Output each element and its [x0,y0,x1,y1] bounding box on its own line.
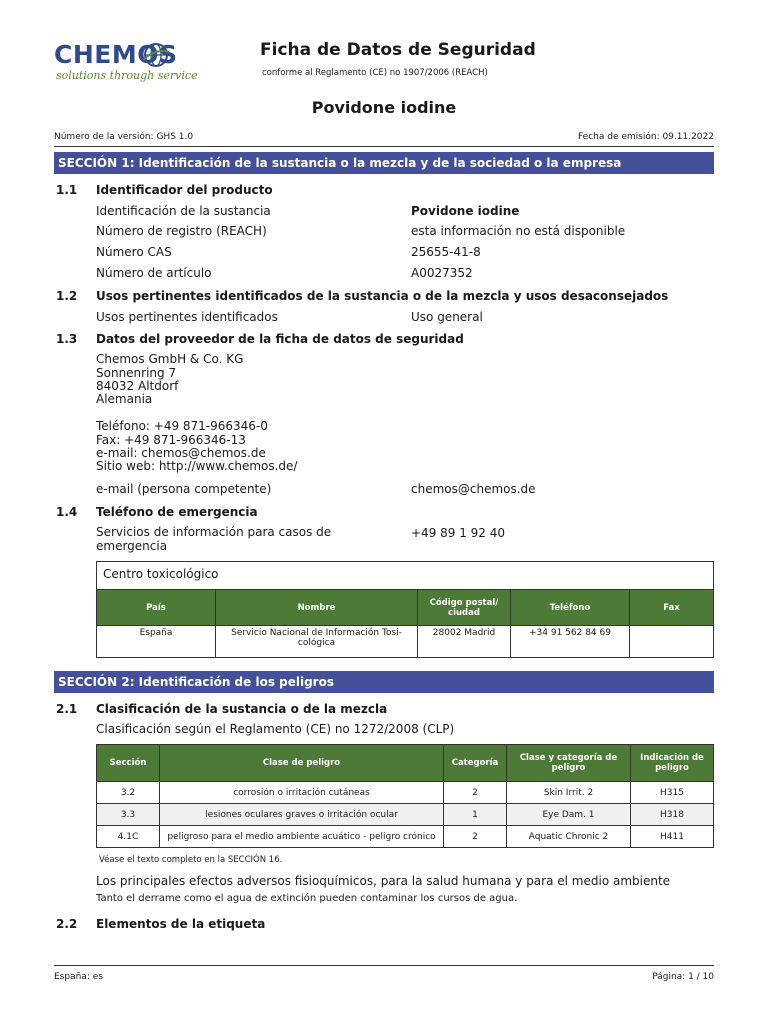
field-value: Povidone iodine [411,204,520,218]
table-cell: lesiones oculares graves o irritación ocular [160,804,444,826]
table-cell: 2 [444,826,507,848]
table-cell [630,626,714,658]
contact-email: e-mail: chemos@chemos.de [96,446,266,460]
table-row [97,804,714,826]
address-line: Sonnenring 7 [96,366,177,380]
table-cell: corrosión o irritación cutáneas [160,782,444,804]
table-header: Fax [630,590,714,626]
footer-locale: España: es [54,972,103,982]
field-label: Número de artículo [96,266,212,280]
table-header: Categoría [444,745,507,782]
table-header: Nombre [216,590,418,626]
table-header: Indicación de peligro [631,745,714,782]
table-header: Sección [97,745,160,782]
table-header: País [97,590,216,626]
subsection-title: Clasificación de la sustancia o de la mezcla [96,702,388,716]
document-title: Ficha de Datos de Seguridad [260,40,536,60]
hazard-classification-table [96,744,714,848]
subsection-title: Usos pertinentes identificados de la sustancia o de la mezcla y usos desaconsejados [96,289,669,303]
effects-title: Los principales efectos adversos fisioquímicos, para la salud humana y para el medio ambiente [96,874,671,888]
table-cell: H315 [631,782,714,804]
table-header: Teléfono [511,590,630,626]
address-line: Chemos GmbH & Co. KG [96,352,244,366]
field-value: 25655-41-8 [411,245,481,259]
table-cell: 2 [444,782,507,804]
table-cell: 4.1C [97,826,160,848]
table-cell: 28002 Madrid [418,626,511,658]
page-number: Página: 1 / 10 [652,972,714,982]
product-title: Povidone iodine [311,98,457,117]
table-row [97,782,714,804]
field-label: Número de registro (REACH) [96,224,267,238]
footer-divider [54,965,714,966]
effects-text: Tanto el derrame como el agua de extinción pueden contaminar los cursos de agua. [96,893,518,904]
table-row [97,826,714,848]
field-value: Uso general [411,310,483,324]
field-value: esta información no está disponible [411,224,626,238]
section-16-note: Véase el texto completo en la SECCIÓN 16. [99,855,283,865]
subsection-number: 1.4 [56,505,78,519]
table-cell: España [97,626,216,658]
table-header-row [97,745,714,782]
table-cell: H318 [631,804,714,826]
address-line: 84032 Altdorf [96,379,179,393]
subsection-title: Elementos de la etiqueta [96,917,266,931]
chemos-logo [54,40,214,90]
table-cell: Aquatic Chronic 2 [507,826,631,848]
field-label: e-mail (persona competente) [96,482,272,496]
table-cell: Eye Dam. 1 [507,804,631,826]
table-header: Clase y categoría de peligro [507,745,631,782]
subsection-title: Identificador del producto [96,183,273,197]
logo-word: CHEMOS [54,40,178,69]
contact-website: Sitio web: http://www.chemos.de/ [96,459,298,473]
field-label: Número CAS [96,245,172,259]
subsection-title: Datos del proveedor de la ficha de datos de seguridad [96,332,464,346]
field-label: Identificación de la sustancia [96,204,271,218]
header-divider [54,146,714,147]
subsection-number: 1.2 [56,289,78,303]
table-row [97,626,714,658]
contact-fax: Fax: +49 871-966346-13 [96,433,246,447]
field-value: chemos@chemos.de [411,482,536,496]
poison-center-label: Centro toxicológico [103,567,219,581]
contact-phone: Teléfono: +49 871-966346-0 [96,419,268,433]
poison-center-table [96,589,714,658]
version-number: Número de la versión: GHS 1.0 [54,132,194,142]
field-label: Usos pertinentes identificados [96,310,278,324]
table-cell: +34 91 562 84 69 [511,626,630,658]
subsection-number: 1.1 [56,183,78,197]
table-header: Código postal/ ciudad [418,590,511,626]
subsection-number: 2.2 [56,917,78,931]
subsection-number: 2.1 [56,702,78,716]
table-cell: 3.2 [97,782,160,804]
table-cell: peligroso para el medio ambiente acuático - peligro crónico [160,826,444,848]
table-cell: 3.3 [97,804,160,826]
document-subtitle: conforme al Reglamento (CE) no 1907/2006 (REACH) [262,68,488,78]
logo-tagline: solutions through service [56,69,198,82]
table-cell: H411 [631,826,714,848]
subsection-number: 1.3 [56,332,78,346]
subsection-title: Teléfono de emergencia [96,505,258,519]
section-1-header: SECCIÓN 1: Identificación de la sustancia o la mezcla y de la sociedad o la empresa [54,152,714,174]
table-cell: Skin Irrit. 2 [507,782,631,804]
globe-icon [143,42,169,68]
field-value: +49 89 1 92 40 [411,526,506,540]
table-cell: 1 [444,804,507,826]
address-line: Alemania [96,392,153,406]
section-2-header: SECCIÓN 2: Identificación de los peligros [54,671,714,693]
table-cell: Servicio Nacional de Información Tosi- cológica [216,626,418,658]
table-header: Clase de peligro [160,745,444,782]
classification-subtitle: Clasificación según el Reglamento (CE) no 1272/2008 (CLP) [96,722,455,736]
issue-date: Fecha de emisión: 09.11.2022 [578,132,714,142]
field-label: Servicios de información para casos de emergencia [96,525,332,553]
field-value: A0027352 [411,266,473,280]
table-header-row [97,590,714,626]
